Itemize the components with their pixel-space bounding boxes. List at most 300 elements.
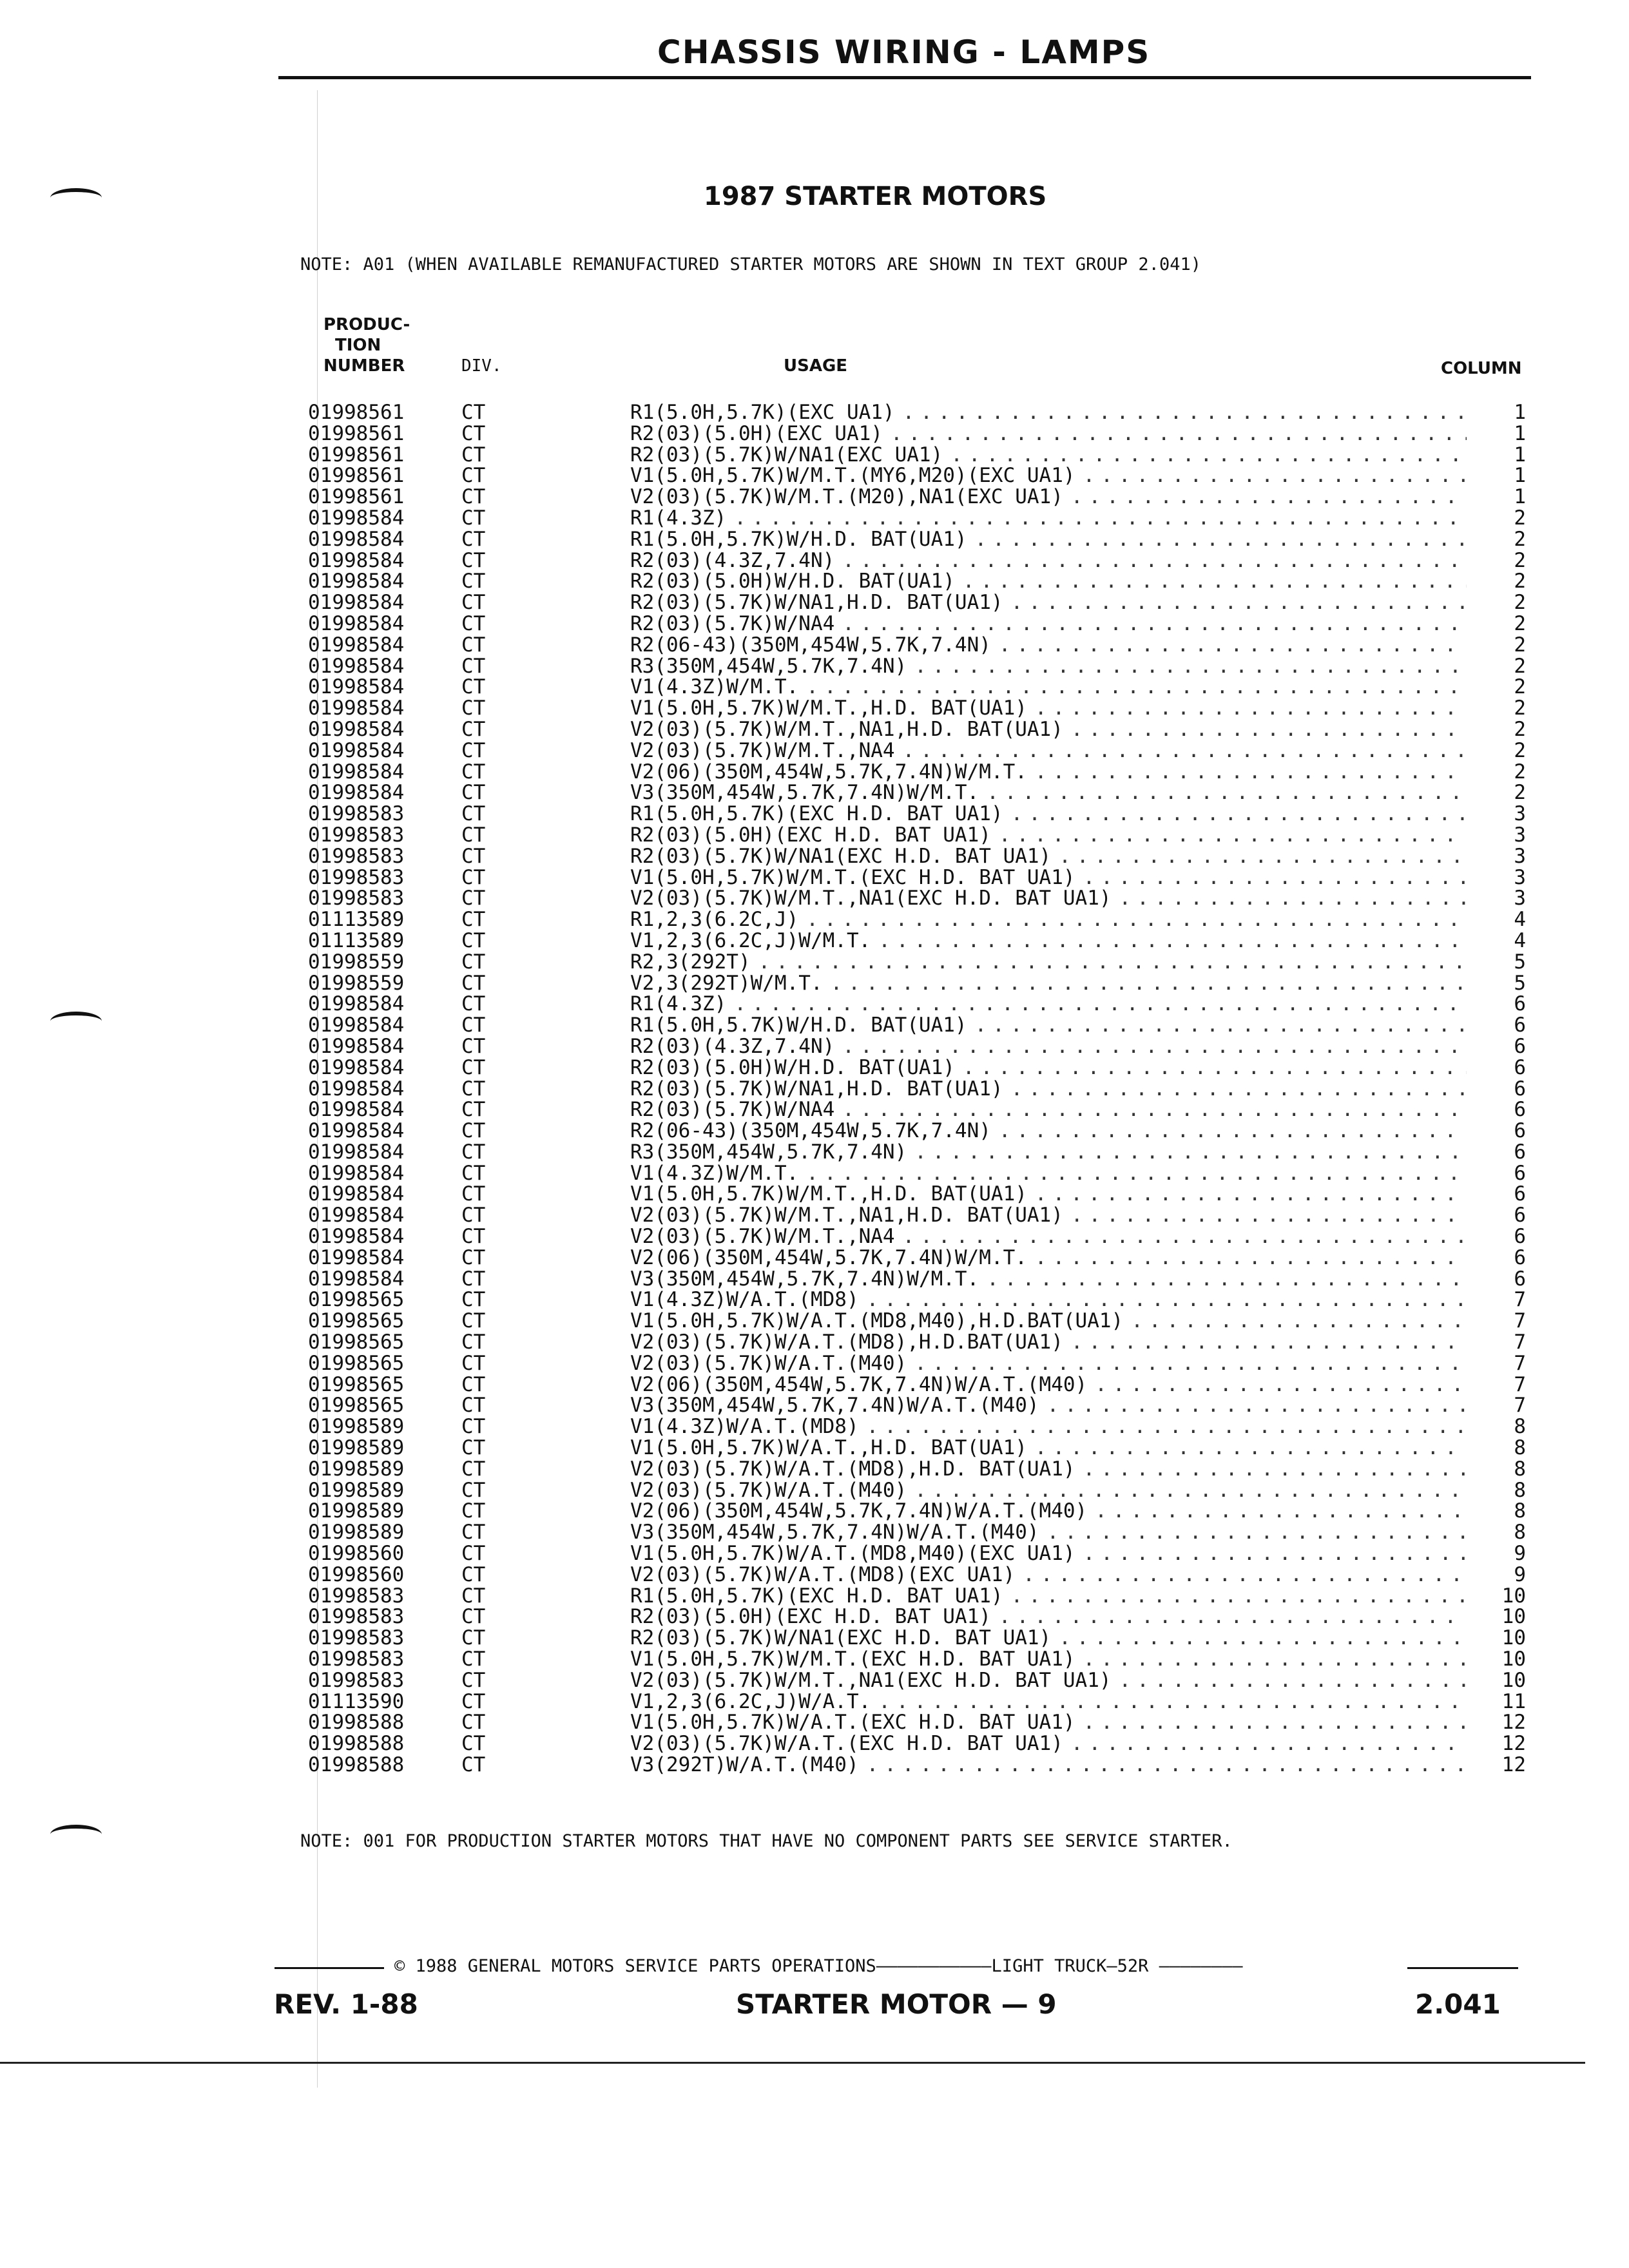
division: CT	[461, 1331, 486, 1354]
page-header-title: CHASSIS WIRING - LAMPS	[657, 34, 1151, 71]
part-number: 01998583	[308, 802, 405, 826]
column-number: 3	[1514, 802, 1526, 826]
usage-cell	[630, 888, 1467, 909]
column-number: 6	[1514, 1140, 1526, 1164]
column-number: 8	[1514, 1415, 1526, 1439]
column-number: 7	[1514, 1372, 1526, 1396]
usage-text: R2(03)(5.7K)W/NA1,H.D. BAT(UA1)	[630, 1078, 1003, 1100]
column-number: 3	[1514, 823, 1526, 847]
table-row	[308, 1543, 1526, 1564]
usage-text: R1(4.3Z)	[630, 994, 727, 1015]
footer-rule	[1407, 1967, 1518, 1969]
column-number: 2	[1514, 675, 1526, 699]
usage-cell	[630, 1543, 1467, 1564]
dot-leader	[758, 952, 1467, 973]
usage-text: R2(03)(4.3Z,7.4N)	[630, 1035, 835, 1057]
table-row	[308, 1586, 1526, 1607]
column-header-div: DIV.	[461, 356, 502, 376]
part-number: 01998583	[308, 1584, 405, 1608]
dot-leader	[1011, 803, 1467, 825]
column-number: 10	[1501, 1584, 1526, 1608]
division: CT	[461, 1161, 486, 1185]
table-row	[308, 698, 1526, 719]
table-row	[308, 1670, 1526, 1691]
column-number: 6	[1514, 1119, 1526, 1143]
dot-leader	[1071, 1332, 1467, 1353]
part-number: 01998559	[308, 971, 405, 995]
usage-cell	[630, 698, 1467, 719]
column-header-number: NUMBER	[323, 356, 405, 376]
division: CT	[461, 485, 486, 509]
part-number: 01998584	[308, 781, 405, 805]
part-number: 01998584	[308, 760, 405, 783]
division: CT	[461, 401, 486, 424]
division: CT	[461, 527, 486, 551]
usage-text: V3(350M,454W,5.7K,7.4N)W/A.T.(M40)	[630, 1395, 1039, 1417]
usage-cell	[630, 1670, 1467, 1691]
part-number: 01998589	[308, 1478, 405, 1502]
table-row	[308, 1184, 1526, 1205]
dot-leader	[1011, 592, 1467, 613]
division: CT	[461, 1055, 486, 1079]
division: CT	[461, 591, 486, 615]
division: CT	[461, 1562, 486, 1586]
part-number: 01998584	[308, 1245, 405, 1269]
parts-table	[308, 402, 1526, 1776]
usage-text: V2(03)(5.7K)W/M.T.,NA1,H.D. BAT(UA1)	[630, 718, 1063, 740]
table-row	[308, 1459, 1526, 1480]
division: CT	[461, 1711, 486, 1735]
footer-section: STARTER MOTOR — 9	[736, 1988, 1057, 2020]
table-row	[308, 1395, 1526, 1416]
table-row	[308, 1712, 1526, 1733]
column-number: 2	[1514, 570, 1526, 593]
dot-leader	[1035, 1184, 1467, 1205]
table-row	[308, 1079, 1526, 1100]
part-number: 01113589	[308, 928, 405, 952]
usage-cell	[630, 423, 1467, 445]
part-number: 01998561	[308, 421, 405, 445]
column-number: 3	[1514, 844, 1526, 868]
part-number: 01998584	[308, 611, 405, 635]
dot-leader	[999, 1606, 1467, 1628]
usage-cell	[630, 994, 1467, 1015]
part-number: 01998584	[308, 1161, 405, 1185]
note-bottom: NOTE: 001 FOR PRODUCTION STARTER MOTORS THAT HAVE NO COMPONENT PARTS SEE SERVICE STARTER.	[300, 1831, 1233, 1851]
dot-leader	[987, 782, 1467, 803]
part-number: 01998583	[308, 1648, 405, 1671]
usage-text: R1(5.0H,5.7K)W/H.D. BAT(UA1)	[630, 528, 967, 550]
column-number: 10	[1501, 1626, 1526, 1650]
dot-leader	[1071, 719, 1467, 740]
column-number: 7	[1514, 1288, 1526, 1312]
usage-cell	[630, 1247, 1467, 1269]
table-row	[308, 867, 1526, 889]
usage-cell	[630, 1628, 1467, 1649]
usage-text: V1,2,3(6.2C,J)W/M.T.	[630, 930, 871, 952]
dot-leader	[1083, 1543, 1467, 1564]
table-row	[308, 592, 1526, 613]
table-row	[308, 1036, 1526, 1057]
usage-cell	[630, 803, 1467, 825]
usage-text: R2(03)(4.3Z,7.4N)	[630, 550, 835, 572]
usage-cell	[630, 909, 1467, 930]
note-top: NOTE: A01 (WHEN AVAILABLE REMANUFACTURED STARTER MOTORS ARE SHOWN IN TEXT GROUP 2.041)	[300, 255, 1201, 274]
table-row	[308, 571, 1526, 592]
usage-text: V2(03)(5.7K)W/A.T.(EXC H.D. BAT UA1)	[630, 1733, 1063, 1754]
part-number: 01998559	[308, 950, 405, 974]
part-number: 01998565	[308, 1372, 405, 1396]
table-row	[308, 1099, 1526, 1120]
usage-cell	[630, 825, 1467, 846]
usage-cell	[630, 1606, 1467, 1628]
dot-leader	[1071, 1733, 1467, 1754]
table-row	[308, 930, 1526, 952]
column-number: 6	[1514, 1267, 1526, 1291]
usage-text: V3(350M,454W,5.7K,7.4N)W/M.T.	[630, 1268, 979, 1290]
table-row	[308, 1015, 1526, 1036]
usage-text: R3(350M,454W,5.7K,7.4N)	[630, 1141, 907, 1163]
part-number: 01998588	[308, 1732, 405, 1756]
usage-text: R2(06-43)(350M,454W,5.7K,7.4N)	[630, 634, 991, 656]
usage-text: R1(5.0H,5.7K)W/H.D. BAT(UA1)	[630, 1015, 967, 1036]
table-row	[308, 1754, 1526, 1776]
dot-leader	[842, 550, 1467, 572]
table-row	[308, 825, 1526, 846]
table-row	[308, 1437, 1526, 1459]
usage-text: R2(03)(5.0H)W/H.D. BAT(UA1)	[630, 571, 955, 593]
column-number: 12	[1501, 1753, 1526, 1776]
table-row	[308, 1522, 1526, 1543]
column-number: 7	[1514, 1331, 1526, 1354]
part-number: 01998584	[308, 675, 405, 699]
division: CT	[461, 1415, 486, 1439]
dot-leader	[891, 423, 1467, 445]
usage-cell	[630, 402, 1467, 423]
usage-cell	[630, 1437, 1467, 1459]
usage-text: V2(06)(350M,454W,5.7K,7.4N)W/A.T.(M40)	[630, 1501, 1088, 1523]
usage-cell	[630, 1691, 1467, 1713]
dot-leader	[1059, 1628, 1467, 1649]
table-row	[308, 486, 1526, 508]
usage-text: R2(03)(5.0H)(EXC H.D. BAT UA1)	[630, 824, 991, 846]
column-number: 6	[1514, 1014, 1526, 1037]
dot-leader	[1047, 1395, 1467, 1416]
table-row	[308, 423, 1526, 445]
column-number: 2	[1514, 611, 1526, 635]
dot-leader	[806, 1163, 1467, 1184]
table-row	[308, 1628, 1526, 1649]
usage-text: V2(03)(5.7K)W/M.T.,NA4	[630, 740, 895, 762]
usage-cell	[630, 677, 1467, 698]
table-row	[308, 677, 1526, 698]
usage-text: V2(03)(5.7K)W/A.T.(MD8),H.D. BAT(UA1)	[630, 1458, 1075, 1480]
dot-leader	[1059, 846, 1467, 867]
column-number: 2	[1514, 760, 1526, 783]
division: CT	[461, 675, 486, 699]
dot-leader	[867, 1289, 1467, 1311]
usage-text: V1(5.0H,5.7K)W/M.T.(EXC H.D. BAT UA1)	[630, 1649, 1075, 1670]
division: CT	[461, 1119, 486, 1143]
division: CT	[461, 1245, 486, 1269]
division: CT	[461, 1394, 486, 1418]
dot-leader	[963, 1057, 1467, 1079]
usage-cell	[630, 762, 1467, 783]
table-row	[308, 1057, 1526, 1079]
part-number: 01998584	[308, 717, 405, 741]
division: CT	[461, 950, 486, 974]
usage-cell	[630, 1142, 1467, 1163]
division: CT	[461, 1372, 486, 1396]
table-row	[308, 508, 1526, 529]
usage-text: V1(5.0H,5.7K)W/A.T.(EXC H.D. BAT UA1)	[630, 1712, 1075, 1734]
division: CT	[461, 823, 486, 847]
column-number: 5	[1514, 971, 1526, 995]
usage-cell	[630, 1586, 1467, 1607]
division: CT	[461, 781, 486, 805]
usage-text: V2(03)(5.7K)W/A.T.(MD8)(EXC UA1)	[630, 1564, 1016, 1586]
table-row	[308, 1120, 1526, 1142]
dot-leader	[734, 994, 1467, 1015]
part-number: 01998561	[308, 443, 405, 466]
table-row	[308, 613, 1526, 635]
dot-leader	[1023, 1564, 1467, 1586]
usage-cell	[630, 973, 1467, 994]
usage-cell	[630, 1480, 1467, 1501]
usage-text: V1(5.0H,5.7K)W/M.T.(EXC H.D. BAT UA1)	[630, 867, 1075, 889]
usage-text: V2(06)(350M,454W,5.7K,7.4N)W/M.T.	[630, 761, 1027, 783]
division: CT	[461, 1584, 486, 1608]
part-number: 01998560	[308, 1542, 405, 1566]
dot-leader	[1035, 698, 1467, 719]
usage-cell	[630, 613, 1467, 635]
column-number: 6	[1514, 1077, 1526, 1100]
usage-text: V3(350M,454W,5.7K,7.4N)W/A.T.(M40)	[630, 1522, 1039, 1544]
dot-leader	[831, 973, 1467, 994]
column-number: 1	[1514, 485, 1526, 509]
usage-cell	[630, 1395, 1467, 1416]
dot-leader	[1011, 1586, 1467, 1607]
table-row	[308, 1564, 1526, 1586]
division: CT	[461, 1077, 486, 1100]
usage-cell	[630, 445, 1467, 466]
column-number: 9	[1514, 1542, 1526, 1566]
part-number: 01998589	[308, 1457, 405, 1481]
column-number: 2	[1514, 633, 1526, 657]
division: CT	[461, 1098, 486, 1122]
footer-revision: REV. 1-88	[274, 1988, 418, 2020]
table-row	[308, 1205, 1526, 1226]
usage-text: R2(03)(5.0H)(EXC UA1)	[630, 423, 883, 445]
usage-cell	[630, 592, 1467, 613]
column-number: 6	[1514, 1182, 1526, 1206]
punch-hole-mark	[50, 1012, 102, 1031]
table-row	[308, 1332, 1526, 1353]
usage-cell	[630, 1079, 1467, 1100]
footer-copyright: © 1988 GENERAL MOTORS SERVICE PARTS OPERATIONS———————————LIGHT TRUCK—52R ————————	[394, 1956, 1243, 1976]
part-number: 01998565	[308, 1331, 405, 1354]
table-row	[308, 402, 1526, 423]
division: CT	[461, 1288, 486, 1312]
usage-text: V1(4.3Z)W/M.T.	[630, 677, 799, 698]
column-header-usage: USAGE	[784, 356, 848, 376]
table-row	[308, 973, 1526, 994]
usage-text: V3(350M,454W,5.7K,7.4N)W/M.T.	[630, 782, 979, 804]
document-title: 1987 STARTER MOTORS	[704, 182, 1047, 211]
usage-text: V2(03)(5.7K)W/A.T.(M40)	[630, 1479, 907, 1501]
dot-leader	[806, 909, 1467, 930]
usage-cell	[630, 1057, 1467, 1079]
usage-cell	[630, 1289, 1467, 1311]
division: CT	[461, 464, 486, 488]
usage-cell	[630, 1120, 1467, 1142]
usage-cell	[630, 1036, 1467, 1057]
part-number: 01998584	[308, 1055, 405, 1079]
usage-cell	[630, 952, 1467, 973]
part-number: 01998583	[308, 844, 405, 868]
usage-text: R2(03)(5.7K)W/NA1(EXC H.D. BAT UA1)	[630, 845, 1052, 867]
usage-cell	[630, 508, 1467, 529]
table-row	[308, 740, 1526, 762]
division: CT	[461, 717, 486, 741]
usage-cell	[630, 1733, 1467, 1754]
table-row	[308, 719, 1526, 740]
division: CT	[461, 971, 486, 995]
division: CT	[461, 570, 486, 593]
dot-leader	[1131, 1311, 1467, 1332]
usage-cell	[630, 930, 1467, 952]
division: CT	[461, 421, 486, 445]
column-number: 2	[1514, 697, 1526, 720]
usage-cell	[630, 486, 1467, 508]
part-number: 01998583	[308, 1668, 405, 1692]
dot-leader	[878, 1691, 1467, 1713]
part-number: 01998584	[308, 1267, 405, 1291]
part-number: 01998584	[308, 1034, 405, 1058]
dot-leader	[1083, 1649, 1467, 1670]
dot-leader	[975, 529, 1467, 550]
dot-leader	[914, 1142, 1467, 1163]
usage-cell	[630, 635, 1467, 656]
part-number: 01998584	[308, 633, 405, 657]
usage-cell	[630, 740, 1467, 762]
dot-leader	[842, 1099, 1467, 1120]
part-number: 01998584	[308, 654, 405, 678]
table-row	[308, 1606, 1526, 1628]
part-number: 01998584	[308, 1182, 405, 1206]
division: CT	[461, 1204, 486, 1227]
column-number: 2	[1514, 527, 1526, 551]
footer-page-number: 2.041	[1415, 1988, 1501, 2020]
column-number: 8	[1514, 1457, 1526, 1481]
part-number: 01998584	[308, 697, 405, 720]
part-number: 01998565	[308, 1309, 405, 1333]
division: CT	[461, 633, 486, 657]
table-row	[308, 635, 1526, 656]
table-row	[308, 1501, 1526, 1522]
division: CT	[461, 887, 486, 910]
part-number: 01998589	[308, 1436, 405, 1460]
division: CT	[461, 654, 486, 678]
division: CT	[461, 1351, 486, 1375]
usage-cell	[630, 846, 1467, 867]
usage-text: R2(03)(5.7K)W/NA4	[630, 1099, 835, 1121]
usage-text: V2(06)(350M,454W,5.7K,7.4N)W/A.T.(M40)	[630, 1374, 1088, 1396]
table-row	[308, 1269, 1526, 1290]
column-number: 2	[1514, 506, 1526, 530]
usage-text: V1(4.3Z)W/M.T.	[630, 1162, 799, 1184]
table-row	[308, 656, 1526, 677]
table-row	[308, 1353, 1526, 1374]
dot-leader	[950, 445, 1467, 466]
table-row	[308, 1691, 1526, 1713]
part-number: 01998565	[308, 1288, 405, 1312]
column-number: 7	[1514, 1394, 1526, 1418]
part-number: 01998584	[308, 1098, 405, 1122]
usage-cell	[630, 1459, 1467, 1480]
part-number: 01998584	[308, 1225, 405, 1249]
usage-text: V1(5.0H,5.7K)W/M.T.,H.D. BAT(UA1)	[630, 698, 1027, 719]
column-number: 6	[1514, 1225, 1526, 1249]
part-number: 01998565	[308, 1351, 405, 1375]
column-number: 6	[1514, 1098, 1526, 1122]
usage-cell	[630, 719, 1467, 740]
usage-text: V1(5.0H,5.7K)W/A.T.(MD8,M40),H.D.BAT(UA1)	[630, 1311, 1124, 1332]
usage-text: V2(03)(5.7K)W/A.T.(MD8),H.D.BAT(UA1)	[630, 1332, 1063, 1353]
usage-text: R2(03)(5.0H)W/H.D. BAT(UA1)	[630, 1057, 955, 1079]
usage-cell	[630, 1099, 1467, 1120]
division: CT	[461, 738, 486, 762]
part-number: 01998589	[308, 1499, 405, 1523]
usage-cell	[630, 1311, 1467, 1332]
usage-cell	[630, 1712, 1467, 1733]
usage-text: V2(03)(5.7K)W/A.T.(M40)	[630, 1352, 907, 1374]
division: CT	[461, 548, 486, 572]
column-number: 6	[1514, 1034, 1526, 1058]
division: CT	[461, 1182, 486, 1206]
dot-leader	[1011, 1079, 1467, 1100]
division: CT	[461, 1499, 486, 1523]
part-number: 01998584	[308, 506, 405, 530]
part-number: 01998561	[308, 464, 405, 488]
part-number: 01998565	[308, 1394, 405, 1418]
part-number: 01998589	[308, 1415, 405, 1439]
usage-cell	[630, 1522, 1467, 1543]
punch-hole-mark	[50, 188, 102, 207]
usage-text: R1(5.0H,5.7K)(EXC UA1)	[630, 402, 895, 423]
part-number: 01998584	[308, 548, 405, 572]
part-number: 01998561	[308, 485, 405, 509]
table-row	[308, 1163, 1526, 1184]
column-number: 10	[1501, 1605, 1526, 1629]
dot-leader	[1047, 1522, 1467, 1543]
column-number: 5	[1514, 950, 1526, 974]
usage-text: R1,2,3(6.2C,J)	[630, 909, 799, 930]
usage-text: V2,3(292T)W/M.T.	[630, 972, 823, 994]
table-row	[308, 803, 1526, 825]
table-row	[308, 550, 1526, 572]
column-number: 2	[1514, 781, 1526, 805]
part-number: 01998584	[308, 1119, 405, 1143]
dot-leader	[914, 1353, 1467, 1374]
part-number: 01998584	[308, 1077, 405, 1100]
usage-cell	[630, 782, 1467, 803]
usage-cell	[630, 867, 1467, 889]
column-number: 6	[1514, 1204, 1526, 1227]
table-row	[308, 1374, 1526, 1396]
division: CT	[461, 844, 486, 868]
part-number: 01998584	[308, 1140, 405, 1164]
